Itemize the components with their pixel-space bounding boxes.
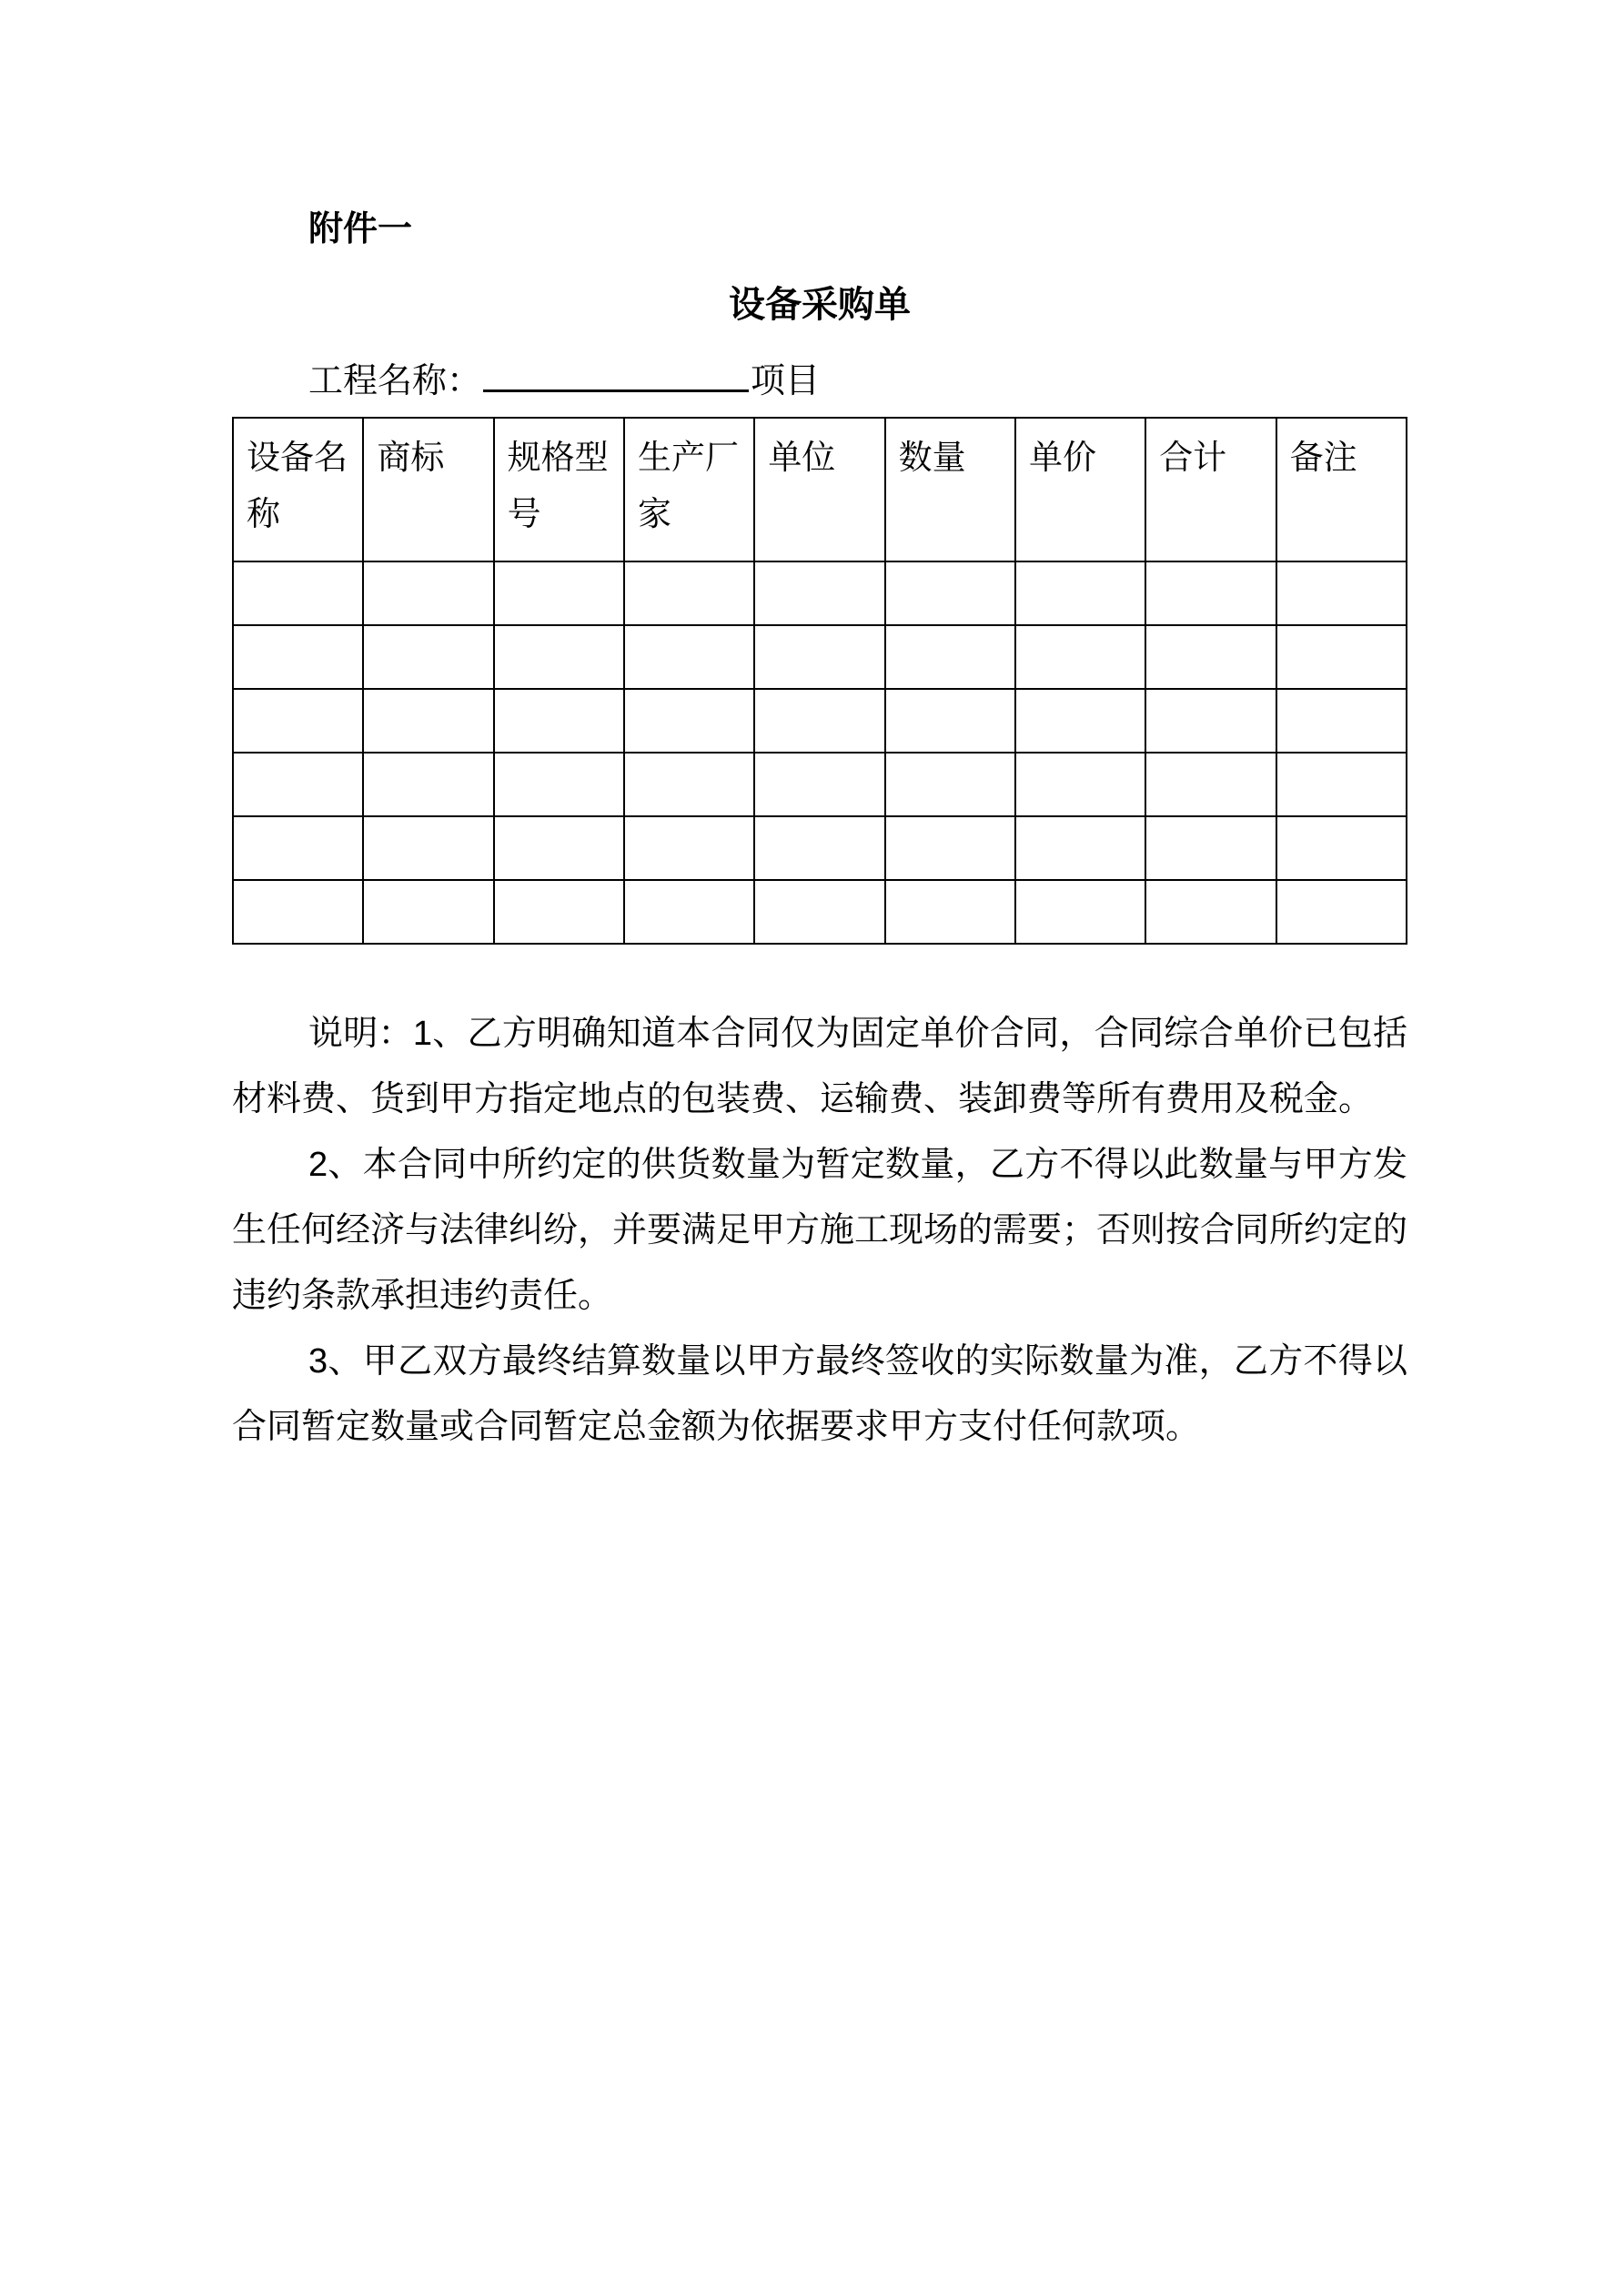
table-empty-cell: [1276, 753, 1407, 816]
table-empty-cell: [754, 625, 884, 689]
table-empty-cell: [363, 816, 493, 880]
document-title: 设备采购单: [729, 285, 911, 325]
attachment-label: 附件一: [308, 210, 413, 248]
table-empty-cell: [1276, 689, 1407, 753]
project-name-suffix: 项目: [751, 362, 821, 400]
table-empty-cell: [363, 625, 493, 689]
header-unit: 单位: [754, 418, 884, 561]
note-paragraph-2: 2、本合同中所约定的供货数量为暂定数量，乙方不得以此数量与甲方发生任何经济与法律纠纷，并要满足甲方施工现场的需要；否则按合同所约定的违约条款承担违约责任。: [232, 1146, 1408, 1315]
table-empty-cell: [624, 753, 754, 816]
table-empty-cell: [1145, 625, 1276, 689]
header-trademark: 商标: [363, 418, 493, 561]
notes-section: [232, 1001, 1407, 1460]
table-empty-cell: [624, 625, 754, 689]
table-empty-cell: [754, 689, 884, 753]
table-empty-cell: [885, 816, 1015, 880]
table-empty-cell: [1145, 561, 1276, 625]
project-name-line: [308, 355, 1407, 404]
table-empty-cell: [363, 880, 493, 944]
table-empty-cell: [1276, 561, 1407, 625]
table-empty-cell: [494, 625, 624, 689]
table-empty-cell: [1276, 816, 1407, 880]
table-empty-cell: [233, 816, 363, 880]
table-empty-cell: [885, 625, 1015, 689]
table-empty-cell: [233, 753, 363, 816]
note-paragraph-3: 3、甲乙双方最终结算数量以甲方最终签收的实际数量为准，乙方不得以合同暂定数量或合同暂定总金额为依据要求甲方支付任何款项。: [232, 1342, 1407, 1446]
table-empty-cell: [624, 561, 754, 625]
table-empty-cell: [233, 880, 363, 944]
table-header: [233, 418, 1407, 561]
table-empty-cell: [233, 689, 363, 753]
table-empty-cell: [233, 625, 363, 689]
table-body: [233, 561, 1407, 944]
table-empty-row: [233, 689, 1407, 753]
header-spec-model: 规格型号: [494, 418, 624, 561]
project-name-label: 工程名称：: [308, 362, 482, 400]
table-empty-cell: [233, 561, 363, 625]
table-empty-cell: [494, 880, 624, 944]
table-empty-cell: [1145, 689, 1276, 753]
header-equipment-name: 设备名称: [233, 418, 363, 561]
table-empty-cell: [1015, 753, 1145, 816]
table-empty-cell: [1015, 816, 1145, 880]
project-name-blank: [483, 355, 749, 392]
table-empty-cell: [494, 816, 624, 880]
table-empty-cell: [1015, 880, 1145, 944]
table-empty-cell: [885, 689, 1015, 753]
table-empty-cell: [363, 689, 493, 753]
table-empty-cell: [494, 561, 624, 625]
table-empty-cell: [1276, 625, 1407, 689]
header-unit-price: 单价: [1015, 418, 1145, 561]
table-empty-cell: [754, 561, 884, 625]
table-empty-cell: [885, 753, 1015, 816]
table-empty-row: [233, 625, 1407, 689]
table-empty-cell: [624, 689, 754, 753]
table-empty-cell: [1145, 880, 1276, 944]
table-empty-cell: [754, 880, 884, 944]
equipment-purchase-table: [232, 417, 1407, 945]
header-total: 合计: [1145, 418, 1276, 561]
header-quantity: 数量: [885, 418, 1015, 561]
table-empty-cell: [1015, 625, 1145, 689]
table-empty-cell: [494, 689, 624, 753]
table-header-row: [233, 418, 1407, 561]
table-empty-cell: [1145, 753, 1276, 816]
note-paragraph-1: 说明：1、乙方明确知道本合同仅为固定单价合同，合同综合单价已包括材料费、货到甲方指定地点的包装费、运输费、装卸费等所有费用及税金。: [232, 1015, 1407, 1118]
table-empty-cell: [1015, 561, 1145, 625]
table-empty-cell: [1015, 689, 1145, 753]
table-empty-cell: [885, 880, 1015, 944]
table-empty-cell: [494, 753, 624, 816]
header-manufacturer: 生产厂家: [624, 418, 754, 561]
table-empty-cell: [885, 561, 1015, 625]
table-empty-cell: [363, 753, 493, 816]
table-empty-cell: [754, 753, 884, 816]
table-empty-cell: [754, 816, 884, 880]
table-empty-row: [233, 816, 1407, 880]
table-empty-row: [233, 880, 1407, 944]
header-remarks: 备注: [1276, 418, 1407, 561]
table-empty-cell: [1276, 880, 1407, 944]
table-empty-cell: [624, 880, 754, 944]
table-empty-cell: [1145, 816, 1276, 880]
table-empty-row: [233, 753, 1407, 816]
table-empty-cell: [363, 561, 493, 625]
table-empty-cell: [624, 816, 754, 880]
table-empty-row: [233, 561, 1407, 625]
